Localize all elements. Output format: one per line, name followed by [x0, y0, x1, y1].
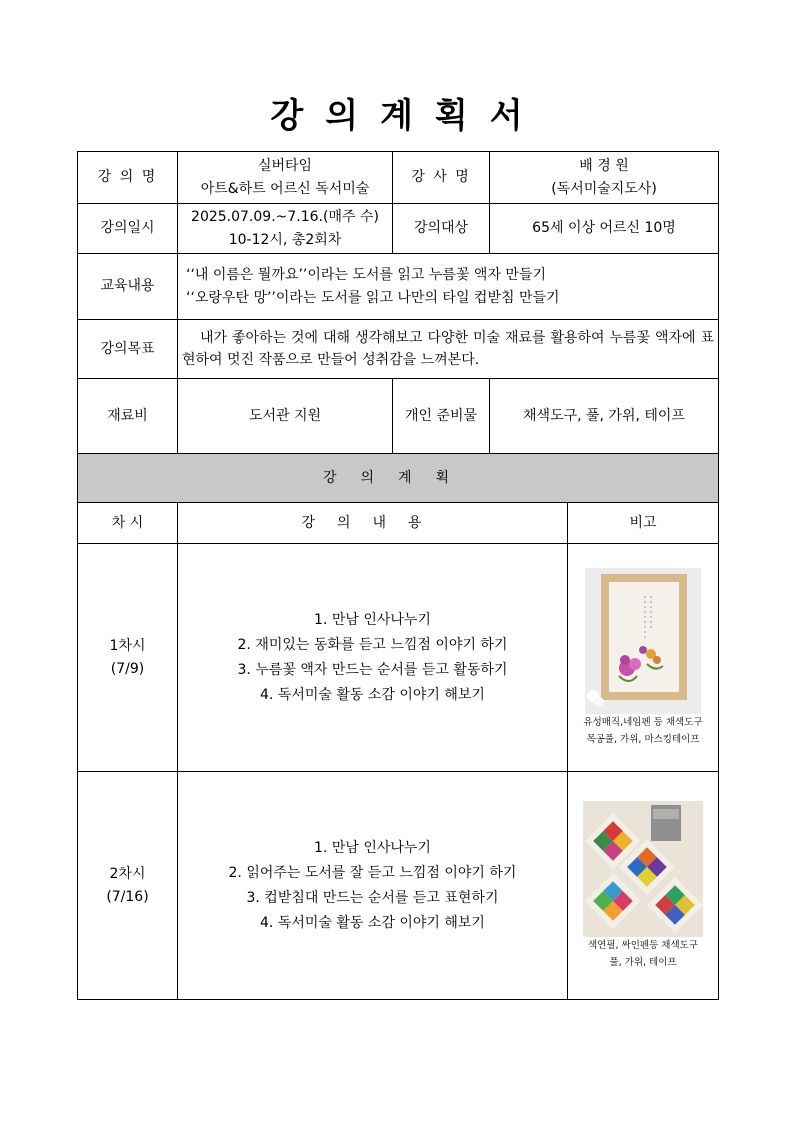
session-content — [178, 772, 568, 1000]
session-item: 4. 독서미술 활동 소감 이야기 해보기 — [260, 914, 485, 931]
pressed-flower-frame-image — [585, 568, 701, 714]
fee-label: 재료비 — [78, 379, 178, 454]
content-line2: ‘‘오랑우탄 망’’이라는 도서를 읽고 나만의 타일 컵받침 만들기 — [186, 289, 560, 306]
note-line: 색연필, 싸인펜등 채색도구 — [587, 939, 698, 951]
fee-value: 도서관 지원 — [178, 379, 393, 454]
note-line: 목공풀, 가위, 마스킹테이프 — [586, 733, 700, 745]
course-name-line2: 아트&하트 어르신 독서미술 — [200, 180, 370, 197]
prep-value: 채색도구, 풀, 가위, 테이프 — [490, 379, 719, 454]
prep-label: 개인 준비물 — [393, 379, 490, 454]
course-row — [78, 152, 719, 204]
instructor-label: 강 사 명 — [393, 152, 490, 204]
plan-section-row — [78, 454, 719, 503]
session-cell — [78, 544, 178, 772]
col-session-header: 차 시 — [78, 503, 178, 544]
tile-coaster-image — [583, 801, 703, 937]
session-content — [178, 544, 568, 772]
target-label: 강의대상 — [393, 204, 490, 254]
date-line2: 10-12시, 총2회차 — [228, 231, 342, 248]
session-row-1 — [78, 544, 719, 772]
col-note-header: 비고 — [568, 503, 719, 544]
date-line1: 2025.07.09.~7.16.(매주 수) — [191, 209, 379, 226]
course-label: 강 의 명 — [78, 152, 178, 204]
content-line1: ‘‘내 이름은 뭘까요’’이라는 도서를 읽고 누름꽃 액자 만들기 — [186, 267, 547, 284]
content-cell — [178, 254, 719, 320]
session-row-2 — [78, 772, 719, 1000]
session-date: (7/16) — [106, 888, 149, 905]
session-item: 2. 재미있는 동화를 듣고 느낌점 이야기 하기 — [237, 636, 508, 653]
session-item: 3. 컵받침대 만드는 순서를 듣고 표현하기 — [246, 889, 499, 906]
session-item: 3. 누름꽃 액자 만드는 순서를 듣고 활동하기 — [237, 661, 508, 678]
note-line: 유성매직,네임펜 등 채색도구 — [583, 716, 703, 728]
lecture-plan-table — [77, 151, 719, 1000]
content-row — [78, 254, 719, 320]
page-title: 강의계획서 — [270, 96, 545, 136]
instructor-role: (독서미술지도사) — [551, 180, 657, 197]
course-name-cell — [178, 152, 393, 204]
goal-text: 내가 좋아하는 것에 대해 생각해보고 다양한 미술 재료를 활용하여 누름꽃 액자에 표현하여 멋진 작품으로 만들어 성취감을 느껴본다. — [178, 320, 719, 379]
session-item: 1. 만남 인사나누기 — [314, 611, 431, 628]
session-note — [568, 772, 719, 1000]
session-item: 4. 독서미술 활동 소감 이야기 해보기 — [260, 686, 485, 703]
goal-row — [78, 320, 719, 379]
session-cell — [78, 772, 178, 1000]
session-note — [568, 544, 719, 772]
note-line: 풀, 가위, 테이프 — [609, 956, 677, 968]
session-date: (7/9) — [110, 660, 145, 677]
fee-row — [78, 379, 719, 454]
session-number: 1차시 — [109, 638, 146, 655]
goal-label: 강의목표 — [78, 320, 178, 379]
session-item: 2. 읽어주는 도서를 잘 듣고 느낌점 이야기 하기 — [228, 864, 517, 881]
course-name-line1: 실버타임 — [257, 158, 313, 175]
instructor-cell — [490, 152, 719, 204]
plan-section-title: 강의계획 — [78, 454, 719, 503]
date-row — [78, 204, 719, 254]
session-item: 1. 만남 인사나누기 — [314, 839, 431, 856]
plan-header-row — [78, 503, 719, 544]
col-content-header: 강의내용 — [178, 503, 568, 544]
date-label: 강의일시 — [78, 204, 178, 254]
content-label: 교육내용 — [78, 254, 178, 320]
target-value: 65세 이상 어르신 10명 — [490, 204, 719, 254]
instructor-name: 배 경 원 — [579, 158, 629, 175]
date-cell — [178, 204, 393, 254]
session-number: 2차시 — [109, 866, 146, 883]
